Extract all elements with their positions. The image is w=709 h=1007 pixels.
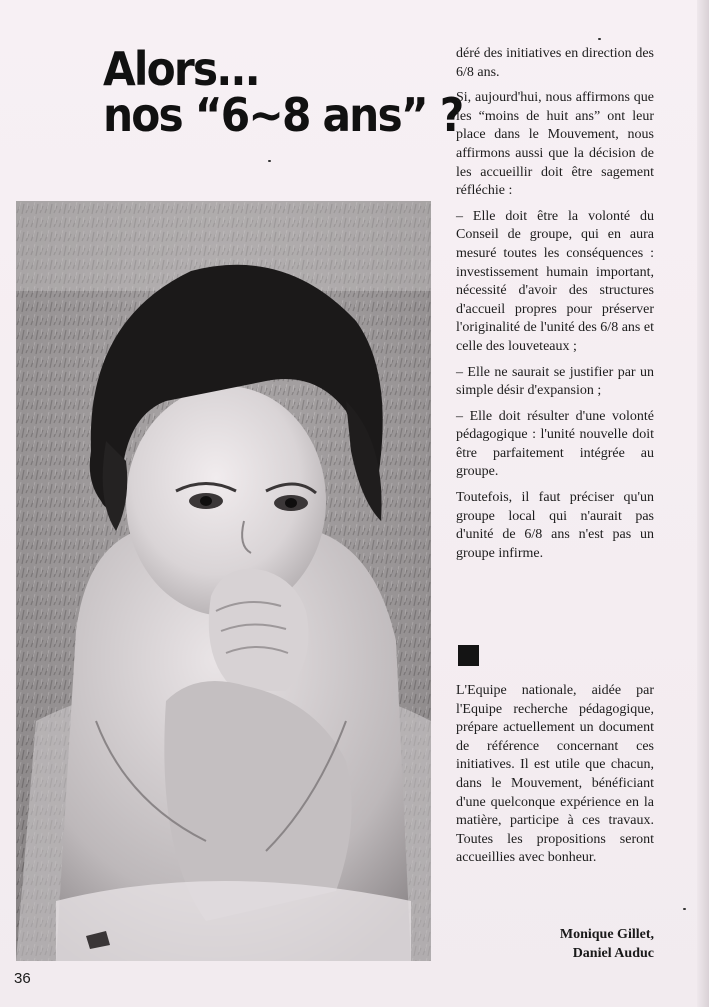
print-speck — [598, 38, 601, 40]
paragraph-6: Toutefois, il faut préciser qu'un groupe local qui n'aurait pas d'unité de 6/8 ans n'est pas un groupe infirme. — [456, 490, 654, 561]
paragraph-1: déré des initiatives en direction des 6/8 ans. — [456, 46, 654, 80]
article-column-top — [456, 45, 654, 570]
print-speck — [683, 908, 686, 910]
page-edge-shadow — [697, 0, 709, 1007]
page-number: 36 — [14, 970, 31, 987]
paragraph-5: – Elle doit résulter d'une volonté pédagogique : l'unité nouvelle doit être parfaitement intégrée au groupe. — [456, 408, 654, 480]
print-speck — [268, 160, 271, 162]
author-signature-2: Daniel Auduc — [572, 946, 654, 961]
paragraph-4: – Elle ne saurait se justifier par un simple désir d'expansion ; — [456, 364, 654, 399]
paragraph-2: Si, aujourd'hui, nous affirmons que les “moins de huit ans” ont leur place dans le Mouvement, nous affirmons aussi que la décision de les accueillir doit être sagement réfléchie : — [456, 90, 654, 199]
title-line-1: Alors... — [103, 42, 259, 96]
child-photograph — [16, 201, 431, 961]
title-line-2: nos “6~8 ans” ? — [103, 88, 463, 142]
article-column-bottom — [456, 682, 654, 875]
paragraph-3: – Elle doit être la volonté du Conseil de groupe, qui en aura mesuré toutes les conséquences : investissement humain important, nécessité d'avoir des structures d'accueil propres pour préserver l'originalité de l'unité des 6/8 ans et celle des louveteaux ; — [456, 208, 654, 354]
article-title — [103, 42, 463, 142]
closing-paragraph: L'Equipe nationale, aidée par l'Equipe recherche pédagogique, prépare actuellement un document de référence concernant ces initiatives. Il est utile que chacun, dans le Mouvement, bénéficiant d'une quelconque expérience en la matière, participe à ces travaux. Toutes les propositions seront accueillies avec bonheur. — [456, 683, 654, 866]
section-marker-square-icon — [458, 645, 479, 666]
child-photo-illustration — [16, 201, 431, 961]
author-signature-1: Monique Gillet, — [559, 927, 654, 942]
